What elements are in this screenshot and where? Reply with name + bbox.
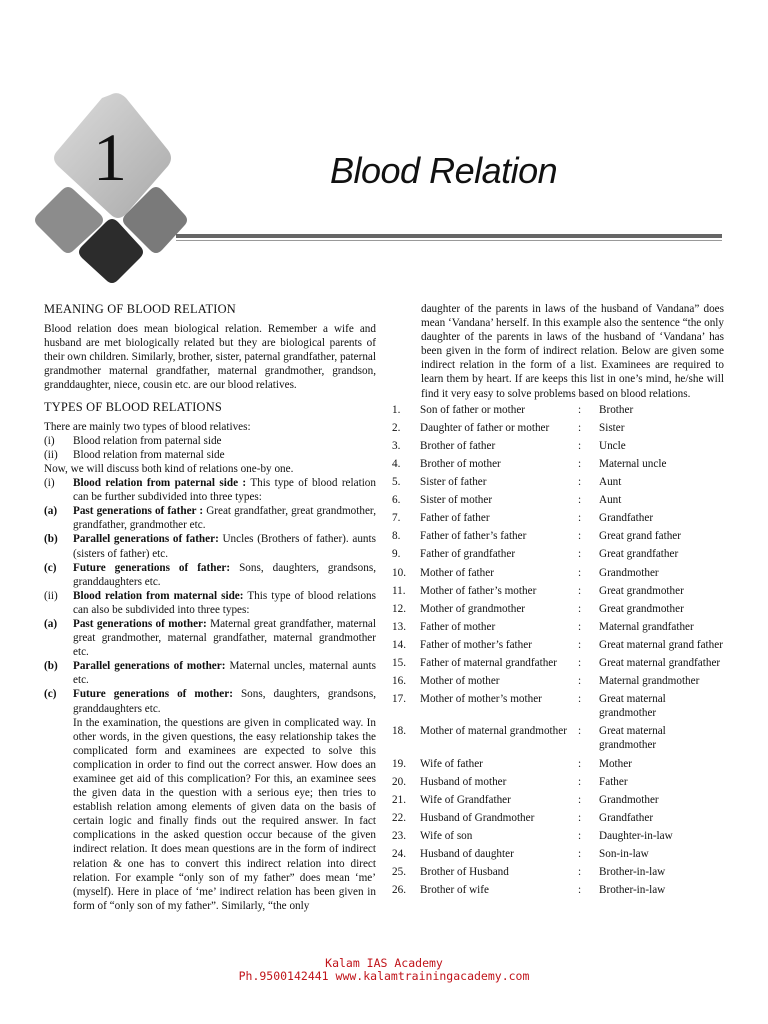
- detail-text: Maternal great grandfather, maternal great grandmother, maternal grandfather, maternal grandmother etc.: [73, 617, 377, 659]
- relation-row: [392, 566, 724, 580]
- detail-bold: Future generations of mother:: [73, 688, 233, 701]
- relation-number: 23.: [392, 829, 406, 842]
- detail-item: [44, 589, 376, 617]
- relation-colon: :: [578, 548, 582, 561]
- relation-result: Aunt: [599, 476, 622, 489]
- relation-result: Father: [599, 775, 628, 788]
- list-item-text: Blood relation from paternal side: [73, 434, 222, 447]
- relation-row: [392, 439, 724, 453]
- detail-text: Sons, daughters, grandsons, granddaughters etc.: [73, 688, 376, 715]
- relation-colon: :: [578, 494, 582, 507]
- heading-types: TYPES OF BLOOD RELATIONS: [44, 399, 222, 414]
- relation-colon: :: [578, 793, 582, 806]
- relation-result: Great grand father: [599, 530, 681, 543]
- relation-row: [392, 847, 724, 861]
- relation-number: 2.: [392, 421, 401, 434]
- detail-item: [44, 687, 376, 715]
- relation-term: Son of father or mother: [420, 403, 526, 416]
- relation-number: 20.: [392, 775, 406, 788]
- detail-bold: Future generations of father:: [73, 561, 231, 574]
- detail-item: [44, 476, 376, 504]
- relation-term: Mother of maternal grandmother: [420, 725, 567, 738]
- list-item: [44, 448, 376, 462]
- relations-list: [392, 403, 724, 898]
- relation-term: Father of mother: [420, 620, 496, 633]
- relation-result: Brother-in-law: [599, 866, 666, 879]
- chapter-title: Blood Relation: [330, 150, 558, 191]
- relation-result: Grandfather: [599, 512, 654, 525]
- relation-result: Great maternal grandfather: [599, 656, 721, 669]
- relation-result: Great grandfather: [599, 548, 679, 561]
- relation-result: Great grandmother: [599, 602, 684, 615]
- detail-bold: Past generations of mother:: [73, 617, 207, 630]
- relation-row: [392, 602, 724, 616]
- relation-term: Husband of mother: [420, 775, 507, 788]
- relation-number: 13.: [392, 620, 406, 633]
- heading-meaning: MEANING OF BLOOD RELATION: [44, 302, 236, 316]
- paragraph-vandana: daughter of the parents in laws of the husband of Vandana” does mean ‘Vandana’ herself. In this example also the sentence “the only daughter of the parents in laws of the husband of ‘Vandana’ has been given in the form of indirect relation. Below are given some indirect relation in the form of a list. Examinees are required to learn them by heart. If are keeps this list in one’s mind, he/she will find it very easy to solve problems based on blood relations.: [421, 303, 724, 400]
- title-rule: [176, 234, 722, 238]
- relation-row: [392, 775, 724, 789]
- detail-text: Uncles (Brothers of father). aunts (sisters of father) etc.: [73, 533, 376, 560]
- detail-text: Great grandfather, great grandmother, grandfather, grandmother etc.: [73, 505, 376, 532]
- chapter-number: 1: [93, 119, 127, 195]
- relation-row: [392, 620, 724, 634]
- detail-item: [44, 617, 376, 659]
- relation-row: [392, 865, 724, 879]
- paragraph-meaning: Blood relation does mean biological relation. Remember a wife and husband are met biologically related but they are biological parents of their own children. Similarly, brother, sister, paternal grandfather, paternal grandmother maternal grandfather, maternal grandmother, grandson, granddaughter, niece, cousin etc. are our blood relatives.: [44, 323, 376, 392]
- relation-row: [392, 674, 724, 688]
- list-item-text: Blood relation from maternal side: [73, 448, 225, 461]
- relation-result: Great grandmother: [599, 584, 684, 597]
- relation-term: Father of father’s father: [420, 530, 527, 543]
- list-item: [44, 434, 376, 448]
- relation-row: [392, 829, 724, 843]
- relation-colon: :: [578, 775, 582, 788]
- relation-row: [392, 511, 724, 525]
- relation-colon: :: [578, 566, 582, 579]
- relation-term: Father of mother’s father: [420, 638, 532, 651]
- relation-number: 8.: [392, 530, 401, 543]
- relation-colon: :: [578, 476, 582, 489]
- detail-text: This type of blood relations can also be subdivided into three types:: [73, 589, 376, 616]
- relation-result: Brother-in-law: [599, 884, 666, 897]
- relation-term: Mother of grandmother: [420, 602, 526, 615]
- relation-number: 15.: [392, 656, 406, 669]
- detail-number: (a): [44, 505, 58, 518]
- relation-number: 14.: [392, 638, 406, 651]
- relation-number: 26.: [392, 884, 406, 897]
- chapter-logo: [0, 0, 200, 290]
- relation-term: Daughter of father or mother: [420, 421, 550, 434]
- relation-term: Mother of father: [420, 566, 494, 579]
- right-column: [392, 302, 724, 901]
- relation-colon: :: [578, 829, 582, 842]
- detail-number: (c): [44, 561, 57, 574]
- relation-result: Great maternal grandmother: [599, 725, 666, 752]
- relation-number: 19.: [392, 757, 406, 770]
- relation-term: Father of maternal grandfather: [420, 656, 557, 669]
- relation-row: [392, 584, 724, 598]
- relation-colon: :: [578, 602, 582, 615]
- detail-item: [44, 561, 376, 589]
- relation-term: Brother of mother: [420, 457, 501, 470]
- relation-colon: :: [578, 848, 582, 860]
- relation-row: [392, 475, 724, 489]
- relation-colon: :: [578, 530, 582, 543]
- relation-result: Mother: [599, 757, 632, 770]
- footer-contact: Ph.9500142441 www.kalamtrainingacademy.com: [238, 969, 530, 983]
- detail-number: (c): [44, 688, 57, 701]
- detail-bold: Past generations of father :: [73, 505, 204, 518]
- relation-number: 4.: [392, 457, 401, 470]
- relation-term: Wife of Grandfather: [420, 793, 511, 806]
- relation-result: Son-in-law: [599, 848, 649, 860]
- relation-number: 10.: [392, 566, 406, 579]
- relation-row: [392, 638, 724, 652]
- relation-colon: :: [578, 884, 582, 897]
- relation-colon: :: [578, 620, 582, 633]
- relation-colon: :: [578, 811, 582, 824]
- relation-row: [392, 811, 724, 825]
- relation-term: Wife of son: [420, 829, 473, 842]
- paragraph-discuss: Now, we will discuss both kind of relations one-by one.: [44, 462, 294, 475]
- relation-term: Father of grandfather: [420, 548, 516, 561]
- detail-number: (i): [44, 477, 55, 490]
- relation-term: Wife of father: [420, 757, 483, 770]
- relation-term: Father of father: [420, 512, 490, 525]
- detail-item: [44, 532, 376, 560]
- relation-result: Maternal grandfather: [599, 620, 694, 633]
- detail-bold: Blood relation from paternal side :: [73, 477, 247, 490]
- detail-text: Sons, daughters, grandsons, granddaughters etc.: [73, 561, 376, 588]
- relation-term: Brother of father: [420, 439, 496, 452]
- relation-number: 16.: [392, 675, 406, 688]
- detail-number: (ii): [44, 589, 58, 602]
- relation-number: 21.: [392, 793, 406, 806]
- relation-result: Sister: [599, 421, 625, 434]
- relation-row: [392, 793, 724, 807]
- relation-colon: :: [578, 457, 582, 470]
- relation-result: Brother: [599, 403, 634, 416]
- relation-colon: :: [578, 512, 582, 525]
- relation-result: Aunt: [599, 494, 622, 507]
- relation-number: 11.: [392, 584, 406, 597]
- relation-result: Daughter-in-law: [599, 829, 673, 842]
- detail-item: [44, 504, 376, 532]
- detail-item: [44, 659, 376, 687]
- relation-colon: :: [578, 638, 582, 651]
- relation-row: [392, 724, 724, 752]
- detail-text: This type of blood relation can be further subdivided into three types:: [73, 477, 376, 504]
- left-column: [44, 302, 376, 913]
- list-item-number: (ii): [44, 448, 58, 461]
- relation-result: Uncle: [599, 439, 626, 452]
- relation-colon: :: [578, 693, 582, 706]
- relation-result: Great maternal grand father: [599, 638, 723, 651]
- paragraph-types-intro: There are mainly two types of blood relatives:: [44, 420, 251, 433]
- detail-text: Maternal uncles, maternal aunts etc.: [73, 660, 376, 687]
- detail-number: (b): [44, 533, 58, 546]
- detail-bold: Parallel generations of mother:: [73, 660, 226, 673]
- relation-row: [392, 757, 724, 771]
- relation-row: [392, 493, 724, 507]
- relation-row: [392, 692, 724, 720]
- relation-term: Brother of wife: [420, 884, 489, 897]
- title-rule-thin: [176, 240, 722, 241]
- relation-result: Grandmother: [599, 793, 659, 806]
- relation-term: Mother of mother: [420, 675, 500, 688]
- relation-term: Husband of Grandmother: [420, 811, 535, 824]
- relation-result: Maternal uncle: [599, 457, 667, 470]
- relation-result: Great maternal grandmother: [599, 693, 666, 720]
- relation-term: Brother of Husband: [420, 866, 509, 879]
- relation-number: 18.: [392, 725, 406, 738]
- relation-number: 5.: [392, 476, 401, 489]
- relation-term: Mother of mother’s mother: [420, 693, 542, 706]
- relation-row: [392, 457, 724, 471]
- detail-bold: Parallel generations of father:: [73, 533, 219, 546]
- relation-term: Sister of father: [420, 476, 487, 489]
- relation-result: Grandfather: [599, 811, 654, 824]
- relation-result: Maternal grandmother: [599, 675, 700, 688]
- relation-term: Sister of mother: [420, 494, 493, 507]
- relation-colon: :: [578, 725, 582, 738]
- relation-number: 17.: [392, 693, 406, 706]
- relation-colon: :: [578, 584, 582, 597]
- relation-row: [392, 529, 724, 543]
- list-item-number: (i): [44, 434, 55, 447]
- relation-number: 22.: [392, 811, 406, 824]
- relation-term: Husband of daughter: [420, 848, 514, 860]
- relation-number: 6.: [392, 494, 401, 507]
- relation-number: 24.: [392, 848, 406, 860]
- relation-colon: :: [578, 866, 582, 879]
- relation-number: 25.: [392, 866, 406, 879]
- detail-number: (a): [44, 617, 58, 630]
- relation-colon: :: [578, 403, 582, 416]
- relation-term: Mother of father’s mother: [420, 584, 537, 597]
- relation-row: [392, 883, 724, 897]
- relation-row: [392, 403, 724, 417]
- relation-row: [392, 421, 724, 435]
- detail-bold: Blood relation from maternal side:: [73, 589, 244, 602]
- relation-colon: :: [578, 656, 582, 669]
- relation-colon: :: [578, 439, 582, 452]
- relation-number: 12.: [392, 602, 406, 615]
- detail-number: (b): [44, 660, 58, 673]
- relation-number: 7.: [392, 512, 401, 525]
- relation-colon: :: [578, 675, 582, 688]
- relation-result: Grandmother: [599, 566, 659, 579]
- relation-colon: :: [578, 757, 582, 770]
- relation-colon: :: [578, 421, 582, 434]
- relation-number: 1.: [392, 403, 401, 416]
- relation-number: 3.: [392, 439, 401, 452]
- relation-row: [392, 547, 724, 561]
- footer-academy: Kalam IAS Academy: [325, 956, 443, 970]
- paragraph-examination: In the examination, the questions are given in complicated way. In other words, in the given questions, the easy relationship takes the complicated form and examinees are expected to solve this complication in order to find out the correct answer. How does an examinee get aid of this complication? For this, an examinee sees the given data in the question with a serious eye; then tries to establish relation among elements of given data on the basis of certain logic and finally finds out the required answer. In fact complications in the asked question occur because of the given indirect relation. It does mean questions are in the form of indirect relation & one has to convert this indirect relation into direct relation. For example “only son of my father” does mean ‘me’ (myself). Here in place of ‘me’ indirect relation has been given in form of “only son of my father”. Similarly, “the only: [73, 716, 376, 912]
- relation-row: [392, 656, 724, 670]
- relation-number: 9.: [392, 548, 401, 561]
